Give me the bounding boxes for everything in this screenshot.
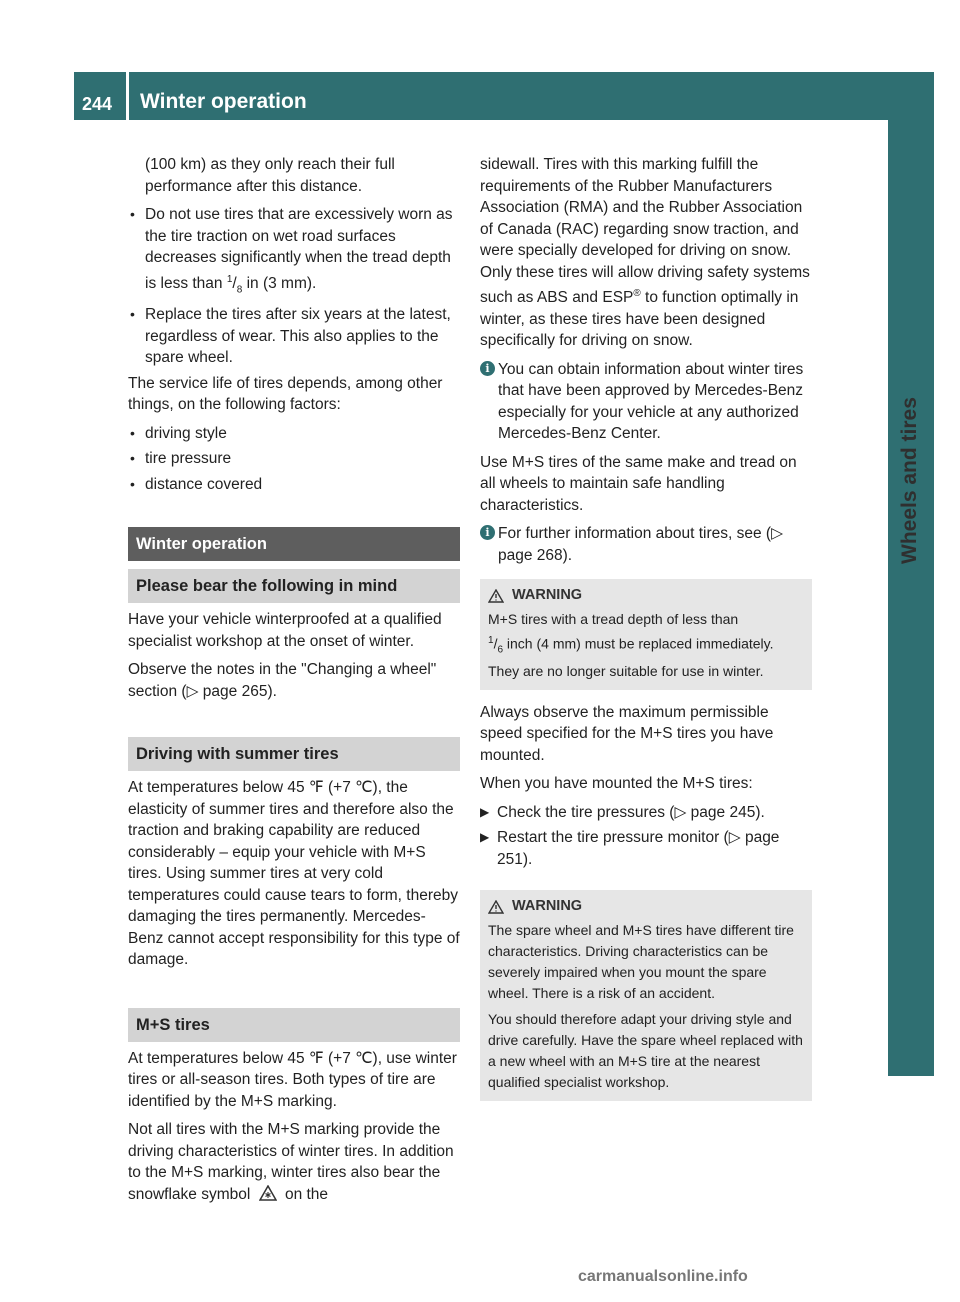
warning-header: [488, 896, 804, 917]
warning-box: [480, 579, 812, 689]
subsection-heading: M+S tires: [128, 1008, 460, 1042]
list-item: [128, 448, 460, 470]
step-item: [480, 802, 812, 824]
service-life-text: The service life of tires depends, among other things, on the following factors:: [128, 374, 443, 414]
paragraph-text: sidewall. Tires with this marking fulfill the requirements of the Rubber Manufacturers Association (RMA) and the Rubber Association of Canada (RAC) regarding snow traction, and were specially developed for driving on snow. Only these tires will allow driving safety systems such as ABS and ESP: [480, 156, 810, 307]
continuation-text: (100 km) as they only reach their full performance after this distance.: [145, 156, 395, 195]
warning-text: You should therefore adapt your driving style and drive carefully. Have the spare wheel replaced with a new wheel with an M+S tire at the nearest qualified specialist workshop.: [488, 1011, 803, 1091]
paragraph: Observe the notes in the "Changing a wheel" section (▷ page 265).: [128, 661, 437, 700]
subsection-heading: Driving with summer tires: [128, 737, 460, 771]
paragraph: [128, 1119, 460, 1205]
warning-label: WARNING: [512, 898, 583, 915]
left-column: [128, 154, 460, 1212]
side-tab-label: Wheels and tires: [898, 397, 921, 564]
warning-triangle-icon: [488, 900, 504, 914]
paragraph: When you have mounted the M+S tires:: [480, 775, 753, 793]
warning-text: M+S tires with a tread depth of less than $^1/_6$ inch (4 mm) must be replaced immediately. They are no longer suitable for use in winter.: [488, 611, 774, 679]
header-divider: [126, 72, 129, 120]
subsection-heading: Please bear the following in mind: [128, 569, 460, 603]
step-arrow-icon: ▶: [480, 804, 490, 819]
info-note: [480, 523, 812, 566]
paragraph-text: on the: [284, 1185, 329, 1203]
bullet-icon: •: [130, 206, 135, 222]
bullet-icon: •: [130, 450, 135, 467]
warning-text-part: inch (4 mm) must be replaced immediately. They are no longer suitable for use in winter.: [488, 635, 774, 679]
page-number: 244: [82, 94, 113, 114]
step-arrow-icon: ▶: [480, 830, 490, 845]
factor-text: tire pressure: [145, 450, 232, 468]
list-item: [128, 474, 460, 496]
warning-label: WARNING: [512, 587, 583, 604]
bullet-text-tail: in (3 mm).: [242, 274, 317, 292]
bullet-icon: •: [130, 475, 135, 492]
warning-header: [488, 585, 804, 606]
paragraph: At temperatures below 45 ℉ (+7 ℃), the elasticity of summer tires and therefore also the traction and braking capability are reduced considerably – equip your vehicle with M+S tires. Using summer tires at very cold temperatures could cause tears to form, thereby damaging the tires permanently. Mercedes-Benz cannot accept responsibility for this type of damage.: [128, 779, 460, 969]
bullet-text: Replace the tires after six years at the latest, regardless of wear. This also applies to the spare wheel.: [145, 306, 451, 367]
list-item: [128, 304, 460, 369]
footer-watermark: carmanualsonline.info: [578, 1268, 748, 1285]
fraction-numerator: 1: [488, 635, 494, 647]
paragraph-text: to function optimally in winter, as these tires have been designed specifically for driving on snow.: [480, 289, 799, 350]
factor-text: distance covered: [145, 475, 263, 493]
page-title: Winter operation: [140, 90, 307, 113]
section-heading: Winter operation: [128, 527, 460, 561]
step-text: Restart the tire pressure monitor (▷ page 251).: [497, 829, 780, 868]
paragraph: [480, 154, 812, 352]
warning-text-part: M+S tires with a tread depth of less than: [488, 611, 739, 628]
bullet-text: Do not use tires that are excessively worn as the tire traction on wet road surfaces decreases significantly when the tread depth is less than: [145, 206, 453, 292]
bullet-icon: •: [130, 306, 135, 323]
step-item: [480, 827, 812, 870]
list-item: [128, 423, 460, 445]
right-column: [480, 154, 812, 1101]
info-note: [480, 359, 812, 445]
warning-box: [480, 890, 812, 1101]
fraction-denominator: 6: [497, 644, 504, 656]
list-item: • Do not use tires that are excessively worn as the tire traction on wet road surfaces decreases significantly when the tread depth is less than $^1/_8$ in (3 mm).: [130, 206, 453, 295]
paragraph-text: Not all tires with the M+S marking provide the driving characteristics of winter tires. In addition to the M+S marking, winter tires also bear the snowflake symbol: [128, 1121, 454, 1203]
fraction-numerator: 1: [226, 273, 233, 285]
side-tab-label-wrap: [888, 72, 934, 592]
info-icon: i: [480, 361, 495, 376]
bullet-icon: •: [130, 424, 135, 441]
info-icon: i: [480, 525, 495, 540]
factor-text: driving style: [145, 424, 227, 442]
fraction-denominator: 8: [236, 283, 243, 295]
step-text: Check the tire pressures (▷ page 245).: [497, 803, 765, 821]
info-text: For further information about tires, see (▷ page 268).: [498, 525, 784, 564]
registered-mark: ®: [633, 288, 641, 299]
paragraph: Always observe the maximum permissible speed specified for the M+S tires you have mounted.: [480, 703, 774, 764]
warning-text: The spare wheel and M+S tires have different tire characteristics. Driving characteristics can be severely impaired when you mount the spare wheel. There is a risk of an accident.: [488, 922, 794, 1002]
paragraph: At temperatures below 45 ℉ (+7 ℃), use winter tires or all-season tires. Both types of tire are identified by the M+S marking.: [128, 1049, 457, 1110]
info-text: You can obtain information about winter tires that have been approved by Mercedes-Benz especially for your vehicle at any authorized Mercedes-Benz Center.: [498, 360, 804, 443]
paragraph: Use M+S tires of the same make and tread on all wheels to maintain safe handling characteristics.: [480, 453, 797, 514]
warning-triangle-icon: [488, 589, 504, 603]
snowflake-mountain-icon: [255, 1184, 281, 1206]
paragraph: Have your vehicle winterproofed at a qualified specialist workshop at the onset of winter.: [128, 611, 442, 650]
